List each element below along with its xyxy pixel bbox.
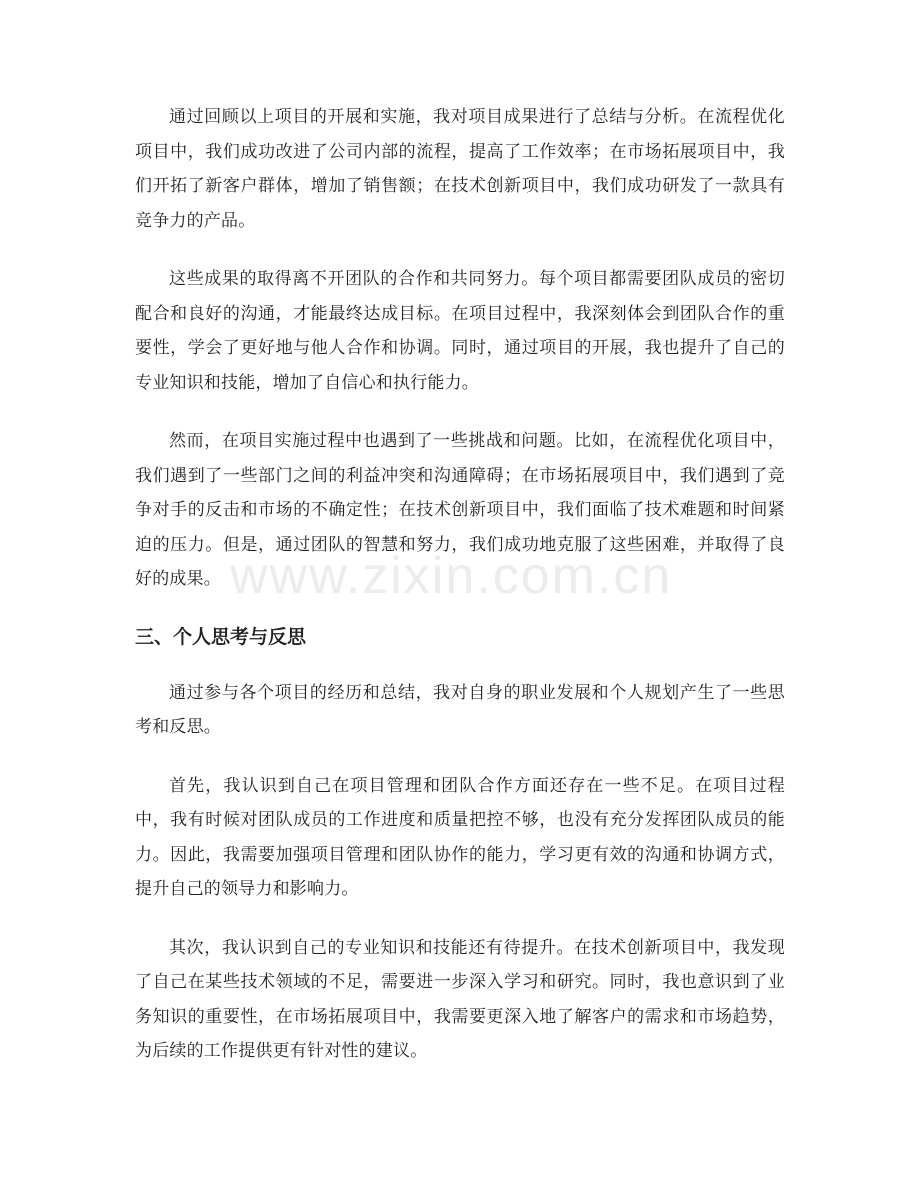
paragraph-results-summary: 通过回顾以上项目的开展和实施，我对项目成果进行了总结与分析。在流程优化项目中，我们成功改进了公司内部的流程，提高了工作效率；在市场拓展项目中，我们开拓了新客户群体，增加了销售额；在技术创新项目中，我们成功研发了一款具有竞争力的产品。 xyxy=(135,107,785,231)
paragraph-challenges: 然而，在项目实施过程中也遇到了一些挑战和问题。比如，在流程优化项目中，我们遇到了一些部门之间的利益冲突和沟通障碍；在市场拓展项目中，我们遇到了竞争对手的反击和市场的不确定性；在技术创新项目中，我们面临了技术难题和时间紧迫的压力。但是，通过团队的智慧和努力，我们成功地克服了这些困难，并取得了良好的成果。 xyxy=(135,431,785,589)
paragraph-first-reflection: 首先，我认识到自己在项目管理和团队合作方面还存在一些不足。在项目过程中，我有时候对团队成员的工作进度和质量把控不够，也没有充分发挥团队成员的能力。因此，我需要加强项目管理和团队协作的能力，学习更有效的沟通和协调方式，提升自己的领导力和影响力。 xyxy=(135,775,785,899)
paragraph-second-reflection: 其次，我认识到自己的专业知识和技能还有待提升。在技术创新项目中，我发现了自己在某些技术领域的不足，需要进一步深入学习和研究。同时，我也意识到了业务知识的重要性，在市场拓展项目中，我需要更深入地了解客户的需求和市场趋势，为后续的工作提供更有针对性的建议。 xyxy=(135,937,785,1061)
section-heading: 三、个人思考与反思 xyxy=(135,625,307,648)
paragraph-reflection-intro: 通过参与各个项目的经历和总结，我对自身的职业发展和个人规划产生了一些思考和反思。 xyxy=(135,682,785,737)
watermark: www.zixin.com.cn xyxy=(230,547,673,605)
paragraph-team-cooperation: 这些成果的取得离不开团队的合作和共同努力。每个项目都需要团队成员的密切配合和良好的沟通，才能最终达成目标。在项目过程中，我深刻体会到团队合作的重要性，学会了更好地与他人合作和协调。同时，通过项目的开展，我也提升了自己的专业知识和技能，增加了自信心和执行能力。 xyxy=(135,269,785,393)
